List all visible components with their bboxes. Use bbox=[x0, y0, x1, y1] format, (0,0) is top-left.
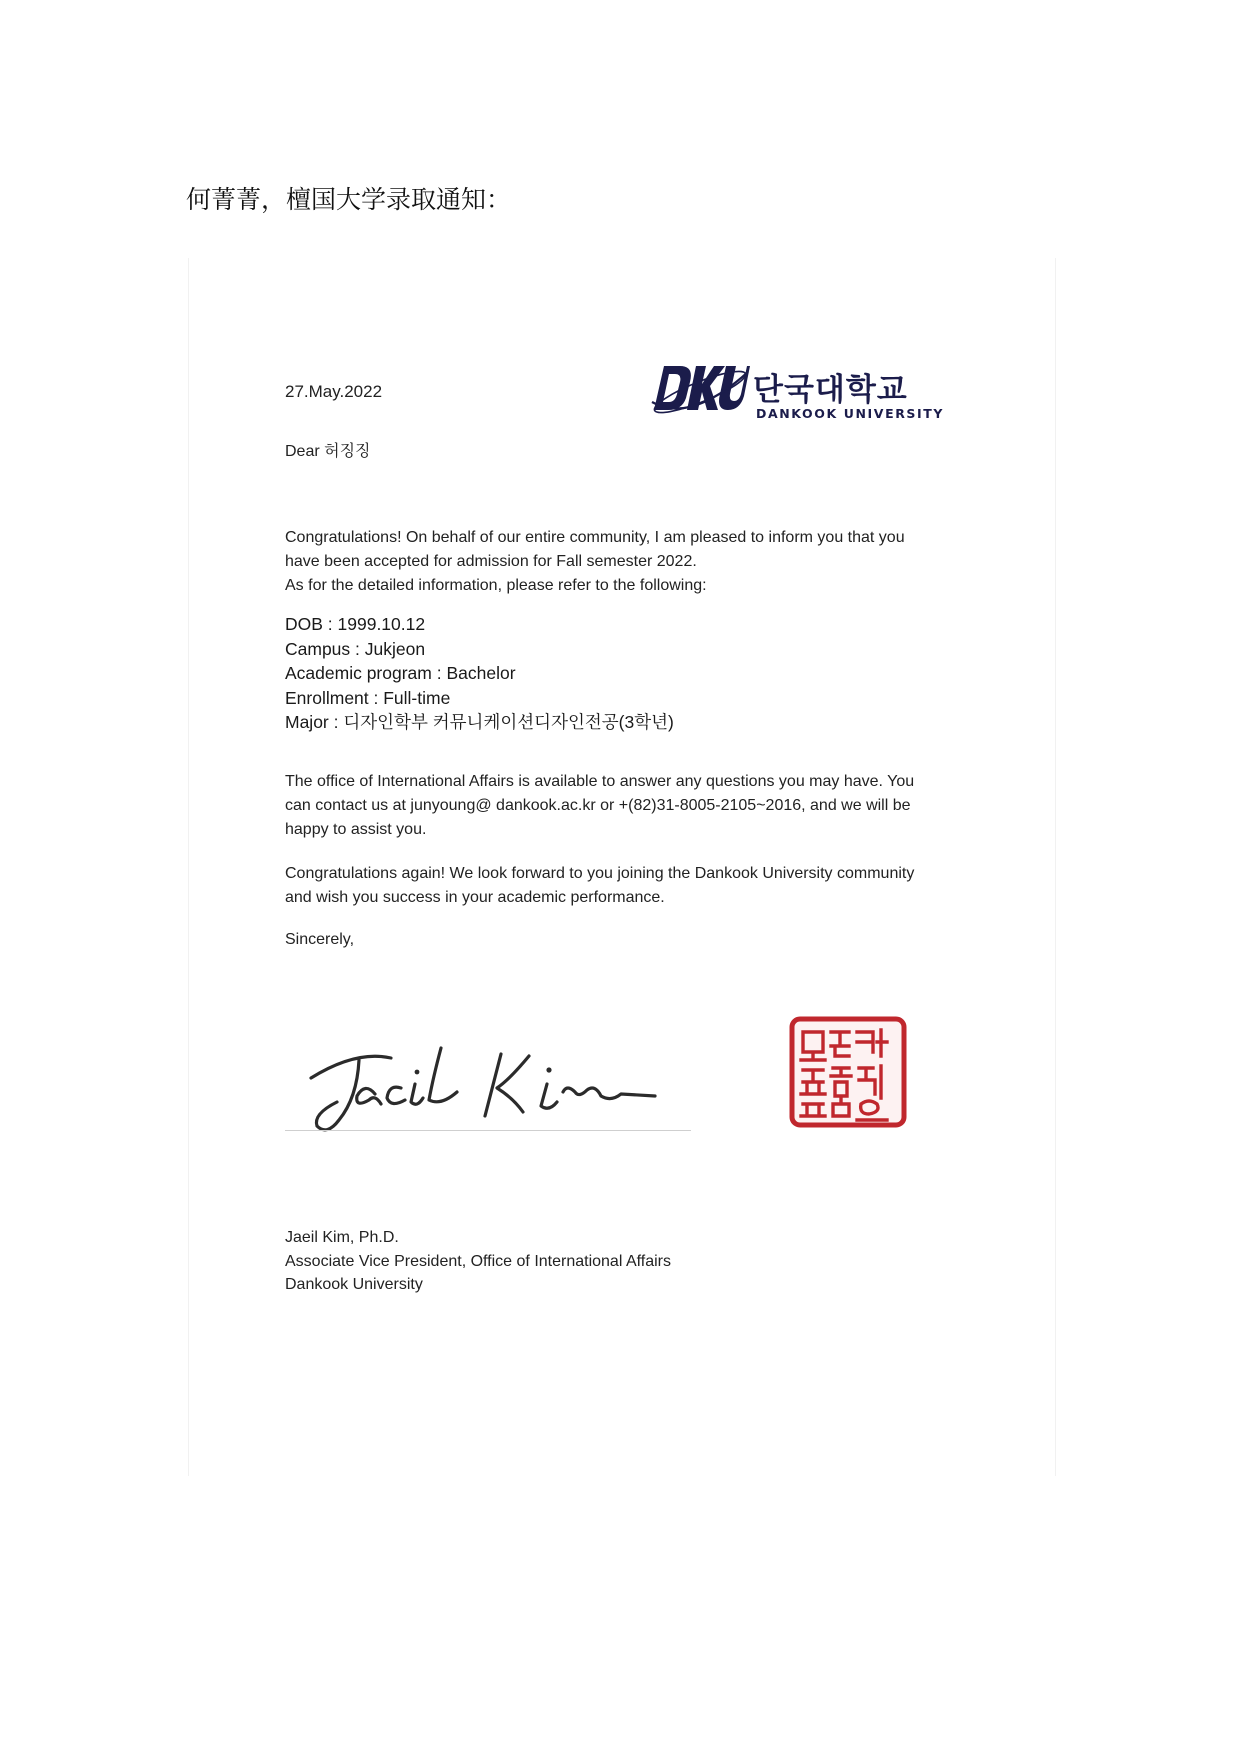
text-line: Congratulations again! We look forward to you joining the Dankook University community bbox=[285, 865, 915, 882]
text-line: and wish you success in your academic performance. bbox=[285, 889, 665, 906]
official-seal bbox=[789, 1016, 907, 1128]
text-line: Congratulations! On behalf of our entire community, I am pleased to inform you that you bbox=[285, 529, 905, 546]
letter-date: 27.May.2022 bbox=[285, 382, 383, 401]
text-line: The office of International Affairs is available to answer any questions you may have. You bbox=[285, 773, 915, 790]
logo-korean-name: 단국대학교 bbox=[753, 372, 908, 408]
admission-details bbox=[285, 612, 674, 735]
detail-campus: Campus : Jukjeon bbox=[285, 638, 426, 659]
signature-line bbox=[285, 1130, 691, 1131]
page-caption: 何菁菁，檀国大学录取通知： bbox=[186, 185, 512, 214]
logo-english-name: DANKOOK UNIVERSITY bbox=[756, 406, 945, 421]
closing-salutation: Sincerely, bbox=[285, 931, 355, 948]
dku-mark-icon bbox=[650, 362, 750, 426]
university-logo bbox=[650, 362, 945, 426]
signer-title: Associate Vice President, Office of International Affairs bbox=[285, 1252, 671, 1270]
text-line: have been accepted for admission for Fall semester 2022. bbox=[285, 553, 697, 570]
paragraph-closing bbox=[285, 862, 935, 910]
text-line: can contact us at junyoung@ dankook.ac.kr or +(82)31-8005-2105~2016, and we will be bbox=[285, 797, 911, 814]
signer-name: Jaeil Kim, Ph.D. bbox=[285, 1229, 399, 1246]
greeting: Dear 허징징 bbox=[285, 443, 371, 460]
signer-organization: Dankook University bbox=[285, 1276, 423, 1293]
admission-letter bbox=[188, 258, 1056, 1476]
detail-enrollment: Enrollment : Full-time bbox=[285, 687, 451, 708]
detail-major: Major : 디자인학부 커뮤니케이션디자인전공(3학년) bbox=[285, 712, 674, 732]
signer-block bbox=[285, 1226, 671, 1297]
paragraph-contact bbox=[285, 770, 935, 842]
detail-dob: DOB : 1999.10.12 bbox=[285, 614, 426, 634]
paragraph-acceptance bbox=[285, 526, 925, 598]
text-line: As for the detailed information, please refer to the following: bbox=[285, 577, 707, 594]
handwritten-signature bbox=[301, 1018, 681, 1148]
detail-program: Academic program : Bachelor bbox=[285, 663, 516, 683]
text-line: happy to assist you. bbox=[285, 821, 427, 838]
